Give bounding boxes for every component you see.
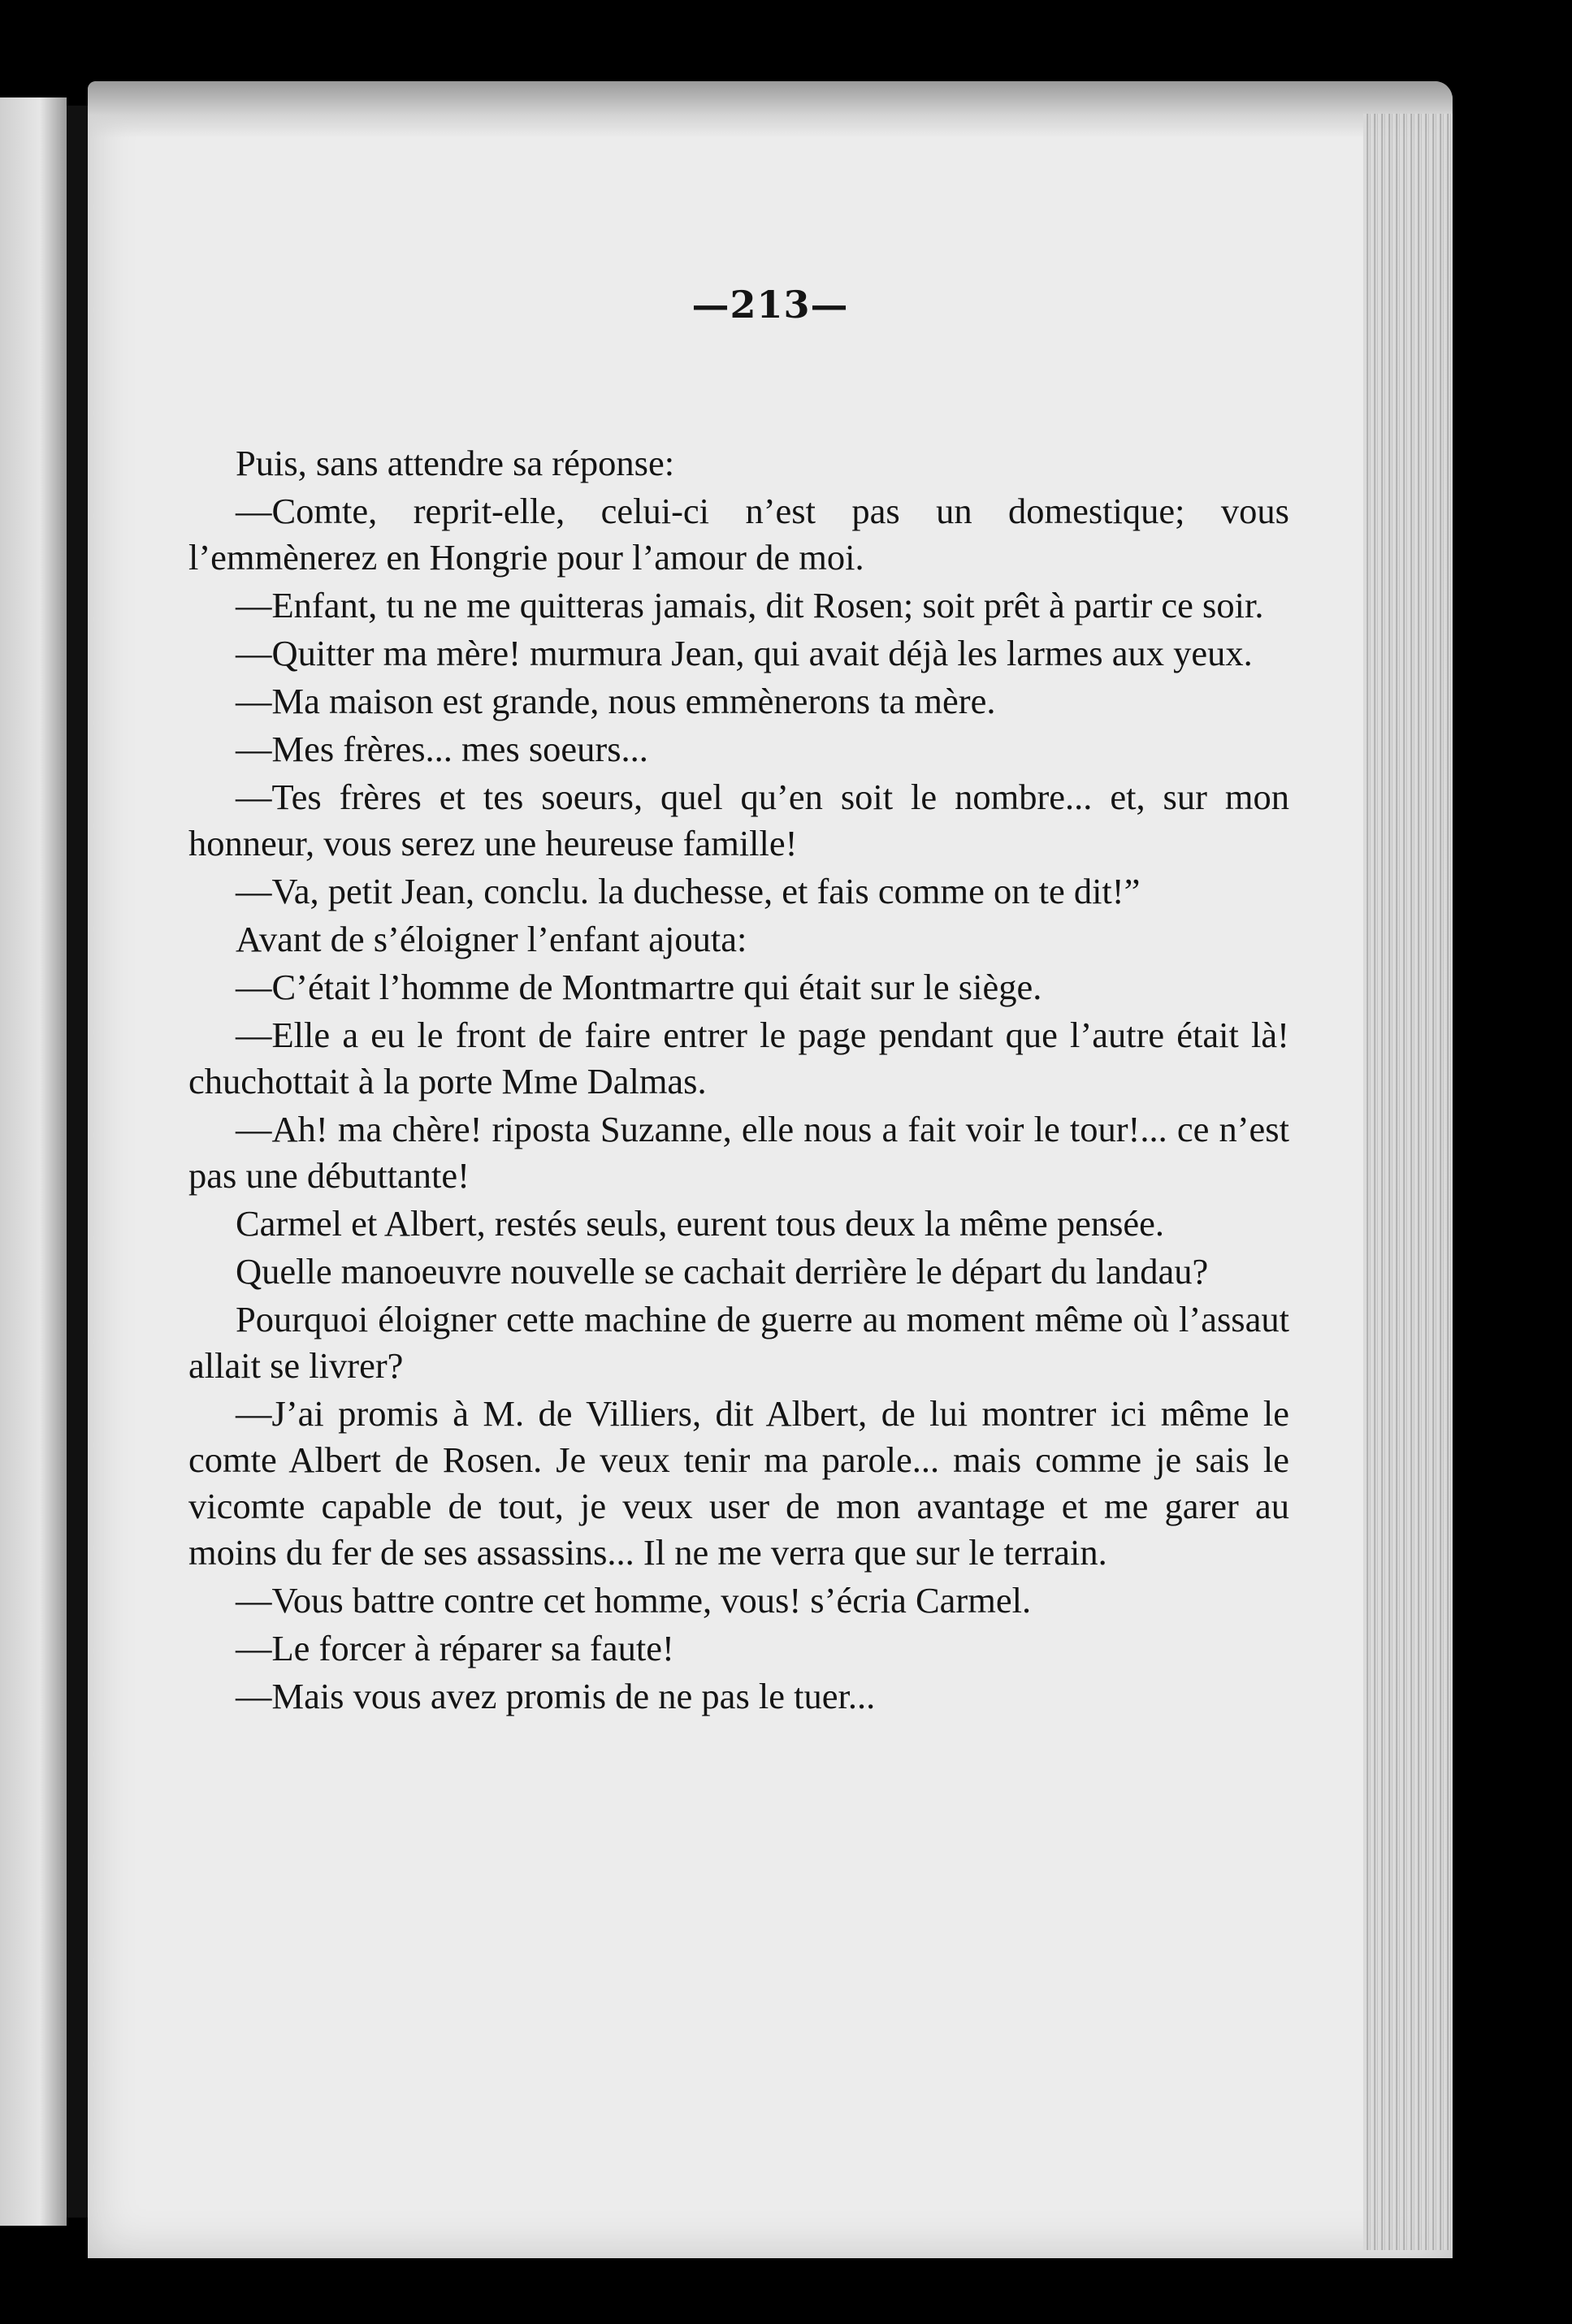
paragraph: Pourquoi éloigner cette machine de guerre au moment même où l’assaut allait se livrer? <box>188 1299 1289 1386</box>
paragraph: —Enfant, tu ne me quitteras jamais, dit Rosen; soit prêt à partir ce soir. <box>236 585 1264 625</box>
paragraph: Puis, sans attendre sa réponse: <box>236 443 675 483</box>
body-text <box>188 440 1289 1721</box>
paragraph: —Comte, reprit-elle, celui-ci n’est pas un domestique; vous l’emmènerez en Hongrie pour l’amour de moi. <box>188 491 1289 578</box>
book-page <box>88 81 1453 2258</box>
paragraph: —Ma maison est grande, nous emmènerons ta mère. <box>236 681 996 721</box>
paragraph: —Mes frères... mes soeurs... <box>236 729 648 769</box>
paragraph: —Tes frères et tes soeurs, quel qu’en soit le nombre... et, sur mon honneur, vous serez une heureuse famille! <box>188 777 1289 863</box>
left-page-edge <box>0 97 67 2226</box>
paragraph: Avant de s’éloigner l’enfant ajouta: <box>236 919 747 959</box>
paragraph: —Elle a eu le front de faire entrer le page pendant que l’autre était là! chuchottait à la porte Mme Dalmas. <box>188 1015 1289 1101</box>
paragraph: —Le forcer à réparer sa faute! <box>236 1628 674 1668</box>
paragraph: —Quitter ma mère! murmura Jean, qui avait déjà les larmes aux yeux. <box>236 633 1253 673</box>
page-fore-edge <box>1363 114 1453 2250</box>
paragraph: —J’ai promis à M. de Villiers, dit Albert, de lui montrer ici même le comte Albert de Rosen. Je veux tenir ma parole... mais comme je sais le vicomte capable de tout, je veux user de mon avantage et me garer au moins du fer de ses assassins... Il ne me verra que sur le terrain. <box>188 1393 1289 1573</box>
paragraph: —C’était l’homme de Montmartre qui était sur le siège. <box>236 967 1042 1007</box>
paragraph: Quelle manoeuvre nouvelle se cachait derrière le départ du landau? <box>236 1251 1209 1292</box>
page-top-shadow <box>88 81 1453 138</box>
paragraph: —Va, petit Jean, conclu. la duchesse, et fais comme on te dit!” <box>236 871 1141 911</box>
paragraph: —Mais vous avez promis de ne pas le tuer... <box>236 1676 876 1716</box>
paragraph: —Ah! ma chère! riposta Suzanne, elle nous a fait voir le tour!... ce n’est pas une débuttante! <box>188 1109 1289 1196</box>
book-gutter <box>67 106 88 2218</box>
page-number: —213— <box>691 283 849 327</box>
paragraph: —Vous battre contre cet homme, vous! s’écria Carmel. <box>236 1580 1032 1621</box>
paragraph: Carmel et Albert, restés seuls, eurent tous deux la même pensée. <box>236 1203 1165 1244</box>
